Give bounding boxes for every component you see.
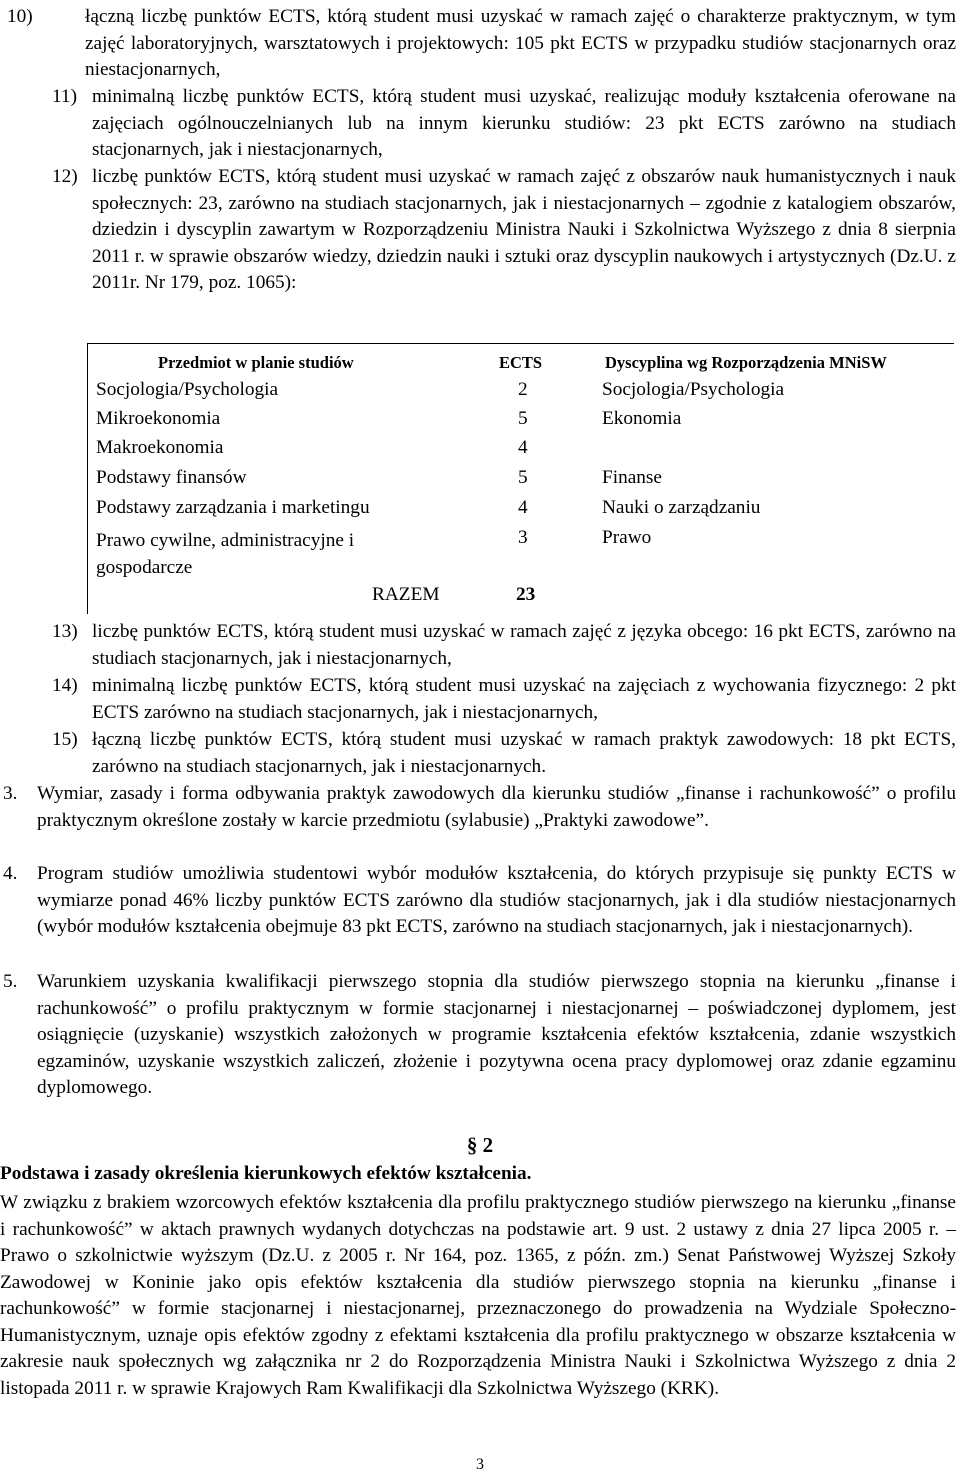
section-3 [0, 781, 956, 834]
list-item-text: minimalną liczbę punktów ECTS, którą student musi uzyskać, realizując moduły kształcenia oferowane na zajęciach ogólnouczelnianych lub na innym kierunku studiów: 23 pkt ECTS zarówno na studiach stacjonarnych, jak i niestacjonarnych, [92, 86, 956, 160]
cell-subject: Prawo cywilne, administracyjne i gospodarcze [96, 530, 355, 578]
cell-subject: Podstawy finansów [96, 467, 247, 488]
cell-discipline: Nauki o zarządzaniu [602, 497, 761, 518]
list-item-13 [52, 619, 956, 672]
section-4 [0, 861, 956, 941]
list-item-number: 11) [52, 86, 77, 107]
table-row [88, 437, 954, 466]
section-number: 3. [3, 783, 18, 804]
list-item-number: 13) [52, 621, 78, 642]
cell-discipline: Ekonomia [602, 408, 682, 429]
table-header [88, 344, 954, 381]
section-number: 5. [3, 971, 18, 992]
list-item-number: 15) [52, 729, 78, 750]
cell-discipline: Socjologia/Psychologia [602, 379, 785, 400]
total-label: RAZEM [372, 584, 440, 605]
cell-ects: 4 [518, 437, 528, 458]
cell-subject: Makroekonomia [96, 437, 224, 458]
cell-discipline: Prawo [602, 527, 652, 548]
cell-subject: Mikroekonomia [96, 408, 221, 429]
table-row [88, 497, 954, 526]
cell-discipline: Finanse [602, 467, 662, 488]
cell-subject: Socjologia/Psychologia [96, 379, 279, 400]
cell-ects: 3 [518, 527, 528, 548]
page-number: 3 [476, 1456, 484, 1473]
section-text: Wymiar, zasady i forma odbywania praktyk zawodowych dla kierunku studiów „finanse i rachunkowość” o profilu praktycznym określone zostały w karcie przedmiotu (sylabusie) „Praktyki zawodowe”. [37, 783, 956, 831]
list-item-12 [52, 164, 956, 297]
cell-ects: 5 [518, 408, 528, 429]
section-text: Warunkiem uzyskania kwalifikacji pierwszego stopnia dla studiów pierwszego stopnia na kierunku „finanse i rachunkowość” o profilu praktycznym w formie stacjonarnej i niestacjonarnej – poświadczonej dyplomem, jest osiągnięcie (uzyskanie) wszystkich założonych w programie kształcenia efektów kształcenia, zdanie wszystkich egzaminów, uzyskanie wszystkich zaliczeń, złożenie i pozytywna ocena pracy dyplomowej oraz zdanie egzaminu dyplomowego. [37, 971, 956, 1098]
paragraph-symbol: § 2 [466, 1133, 494, 1157]
list-item-text: łączną liczbę punktów ECTS, którą student musi uzyskać w ramach praktyk zawodowych: 18 pkt ECTS, zarówno na studiach stacjonarnych, jak i niestacjonarnych. [92, 729, 956, 777]
list-item-14 [52, 673, 956, 726]
column-header-discipline: Dyscyplina wg Rozporządzenia MNiSW [605, 353, 887, 372]
list-item-text: liczbę punktów ECTS, którą student musi uzyskać w ramach zajęć z języka obcego: 16 pkt ECTS, zarówno na studiach stacjonarnych, jak i niestacjonarnych, [92, 621, 956, 669]
cell-subject: Podstawy zarządzania i marketingu [96, 497, 370, 518]
column-header-ects: ECTS [499, 353, 543, 372]
section-text: Program studiów umożliwia studentowi wybór modułów kształcenia, do których przypisuje się punkty ECTS w wymiarze ponad 46% liczby punktów ECTS zarówno dla studiów stacjonarnych, jak i dla studiów niestacjonarnych (wybór modułów kształcenia obejmuje 83 pkt ECTS, zarówno na studiach stacjonarnych, jak i niestacjonarnych). [37, 863, 956, 937]
list-item-15 [52, 727, 956, 780]
section-number: 4. [3, 863, 18, 884]
body-paragraph: W związku z brakiem wzorcowych efektów kształcenia dla profilu praktycznego studiów pierwszego na kierunku „finanse i rachunkowość” w aktach prawnych wydanych dotychczas na podstawie art. 9 ust. 2 ustawy z dnia 27 lipca 2005 r. – Prawo o szkolnictwie wyższym (Dz.U. z 2005 r. Nr 164, poz. 1365, z późn. zm.) Senat Państwowej Wyższej Szkoły Zawodowej w Koninie jako opis efektów kształcenia dla studiów pierwszego stopnia na kierunku „finanse i rachunkowość” w formie stacjonarnej i niestacjonarnej, przeznaczonego do prowadzenia na Wydziale Społeczno-Humanistycznym, uznaje opis efektów zgodny z efektami kształcenia dla profilu praktycznego w obszarze kształcenia w zakresie nauk społecznych wg załącznika nr 2 do Rozporządzenia Ministra Nauki i Szkolnictwa Wyższego z dnia 2 listopada 2011 r. w sprawie Krajowych Ram Kwalifikacji dla Szkolnictwa Wyższego (KRK). [0, 1192, 956, 1399]
cell-ects: 5 [518, 467, 528, 488]
list-item-number: 12) [52, 166, 78, 187]
table-row [88, 527, 954, 582]
list-item-number: 10) [7, 6, 33, 27]
list-item-10 [0, 4, 956, 84]
cell-ects: 2 [518, 379, 528, 400]
list-item-text: minimalną liczbę punktów ECTS, którą student musi uzyskać na zajęciach z wychowania fizycznego: 2 pkt ECTS zarówno na studiach stacjonarnych, jak i niestacjonarnych, [92, 675, 956, 723]
table-total-row [88, 584, 954, 613]
total-value: 23 [516, 584, 536, 605]
list-item-text: liczbę punktów ECTS, którą student musi uzyskać w ramach zajęć z obszarów nauk humanistycznych i nauk społecznych: 23, zarówno na studiach stacjonarnych, jak i niestacjonarnych – zgodnie z katalogiem obszarów, dziedzin i dyscyplin zawartym w Rozporządzeniu Ministra Nauki i Szkolnictwa Wyższego z dnia 8 sierpnia 2011 r. w sprawie obszarów wiedzy, dziedzin nauki i sztuki oraz dyscyplin naukowych i artystycznych (Dz.U. z 2011r. Nr 179, poz. 1065): [92, 166, 956, 293]
list-item-text: łączną liczbę punktów ECTS, którą student musi uzyskać w ramach zajęć o charakterze praktycznym, w tym zajęć laboratoryjnych, warsztatowych i projektowych: 105 pkt ECTS w przypadku studiów stacjonarnych oraz niestacjonarnych, [85, 6, 956, 80]
table-row [88, 408, 954, 437]
table-row [88, 379, 954, 408]
column-header-subject: Przedmiot w planie studiów [158, 353, 354, 372]
list-item-number: 14) [52, 675, 78, 696]
cell-ects: 4 [518, 497, 528, 518]
table-row [88, 467, 954, 496]
section-5 [0, 969, 956, 1102]
list-item-11 [52, 84, 956, 164]
ects-table [87, 343, 954, 614]
section-heading: Podstawa i zasady określenia kierunkowych efektów kształcenia. [0, 1163, 532, 1184]
